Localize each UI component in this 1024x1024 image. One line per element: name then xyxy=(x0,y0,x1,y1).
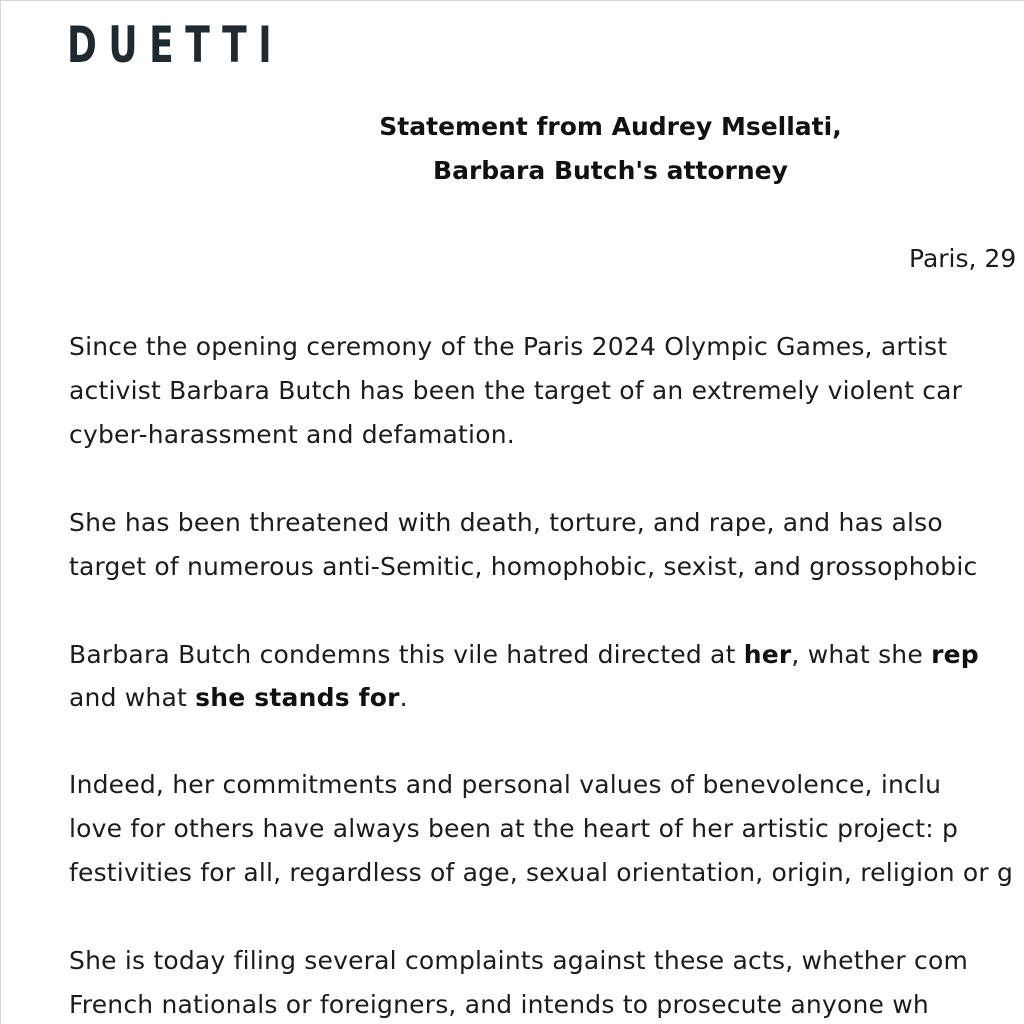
emphasis-represents: rep xyxy=(931,640,979,669)
statement-title-line-1: Statement from Audrey Msellati, xyxy=(379,112,842,141)
paragraph-1-line-2: activist Barbara Butch has been the target of an extremely violent car xyxy=(69,376,963,405)
paragraph-3-line-1 xyxy=(69,639,979,671)
paragraph-5-line-2: French nationals or foreigners, and intends to prosecute anyone wh xyxy=(69,990,929,1019)
emphasis-she-stands-for: she stands for xyxy=(195,683,400,712)
paragraph-4-line-1: Indeed, her commitments and personal values of benevolence, inclu xyxy=(69,770,942,799)
paragraph-4-line-3: festivities for all, regardless of age, sexual orientation, origin, religion or g xyxy=(69,858,1014,887)
dateline: Paris, 29 xyxy=(909,244,1017,273)
paragraph-5-line-1: She is today filing several complaints against these acts, whether com xyxy=(69,946,969,975)
paragraph-3-text: , what she xyxy=(791,640,932,669)
paragraph-3-line-2 xyxy=(69,682,408,714)
paragraph-2-line-2: target of numerous anti-Semitic, homophobic, sexist, and grossophobic xyxy=(69,552,978,581)
emphasis-her: her xyxy=(743,640,792,669)
paragraph-3-text: and what xyxy=(69,683,196,712)
paragraph-1-line-1: Since the opening ceremony of the Paris 2024 Olympic Games, artist xyxy=(69,332,948,361)
paragraph-3-text: Barbara Butch condemns this vile hatred directed at xyxy=(69,640,744,669)
paragraph-1-line-3: cyber-harassment and defamation. xyxy=(69,420,515,449)
statement-title-line-2: Barbara Butch's attorney xyxy=(433,156,788,185)
paragraph-4-line-2: love for others have always been at the heart of her artistic project: p xyxy=(69,814,959,843)
duetti-logo: DUETTI xyxy=(67,16,284,74)
paragraph-2-line-1: She has been threatened with death, torture, and rape, and has also xyxy=(69,508,943,537)
paragraph-3-text: . xyxy=(399,683,408,712)
